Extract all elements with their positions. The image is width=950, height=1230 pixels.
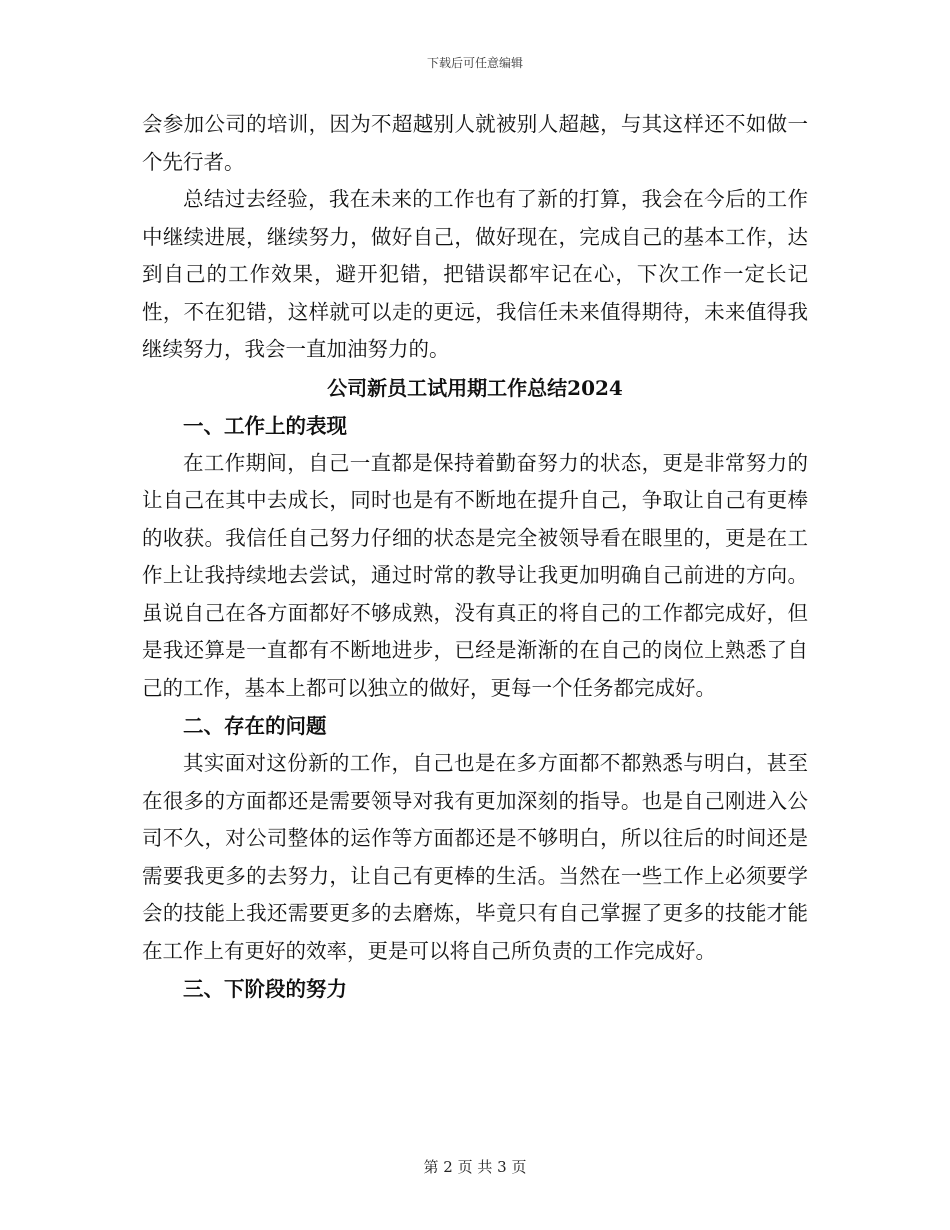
paragraph-summary: 总结过去经验，我在未来的工作也有了新的打算，我会在今后的工作中继续进展，继续努力，做好自己，做好现在，完成自己的基本工作，达到自己的工作效果，避开犯错，把错误都牢记在心，下次工作一定长记性，不在犯错，这样就可以走的更远，我信任未来值得期待，未来值得我继续努力，我会一直加油努力的。 bbox=[142, 187, 808, 361]
paragraph-performance: 在工作期间，自己一直都是保持着勤奋努力的状态，更是非常努力的让自己在其中去成长，同时也是有不断地在提升自己，争取让自己有更棒的收获。我信任自己努力仔细的状态是完全被领导看在眼里的，更是在工作上让我持续地去尝试，通过时常的教导让我更加明确自己前进的方向。虽说自己在各方面都好不够成熟，没有真正的将自己的工作都完成好，但是我还算是一直都有不断地进步，已经是渐渐的在自己的岗位上熟悉了自己的工作，基本上都可以独立的做好，更每一个任务都完成好。 bbox=[142, 450, 808, 700]
section-heading-performance: 一、工作上的表现 bbox=[183, 413, 347, 438]
page-number: 第 2 页 共 3 页 bbox=[423, 1158, 527, 1176]
paragraph-continued: 会参加公司的培训，因为不超越别人就被别人超越，与其这样还不如做一个先行者。 bbox=[142, 112, 808, 174]
section-heading-problems: 二、存在的问题 bbox=[183, 714, 327, 738]
page-header-note: 下载后可任意编辑 bbox=[426, 56, 523, 70]
section-heading-next-steps: 三、下阶段的努力 bbox=[183, 977, 347, 1001]
paragraph-problems: 其实面对这份新的工作，自己也是在多方面都不都熟悉与明白，甚至在很多的方面都还是需要领导对我有更加深刻的指导。也是自己刚进入公司不久，对公司整体的运作等方面都还是不够明白，所以往后的时间还是需要我更多的去努力，让自己有更棒的生活。当然在一些工作上必须要学会的技能上我还需要更多的去磨炼，毕竟只有自己掌握了更多的技能才能在工作上有更好的效率，更是可以将自己所负责的工作完成好。 bbox=[142, 751, 808, 963]
document-body bbox=[142, 106, 808, 1008]
document-title: 公司新员工试用期工作总结2024 bbox=[327, 375, 623, 400]
